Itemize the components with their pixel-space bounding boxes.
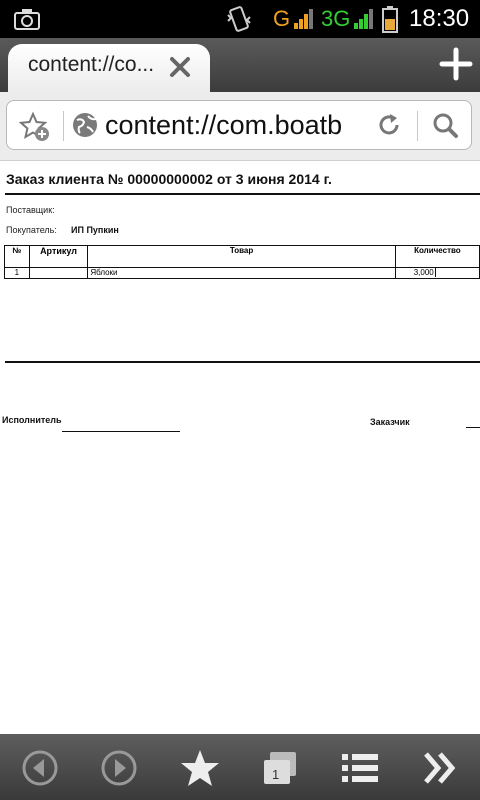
bottom-toolbar [0,734,480,800]
supplier-label: Поставщик: [6,205,55,215]
tabs-icon[interactable] [258,746,302,790]
globe-icon [71,111,99,143]
row-quantity: 3,000 [396,268,436,277]
customer-label: Заказчик [370,417,410,427]
menu-list-icon[interactable] [338,746,382,790]
network-g-label: G [273,6,291,31]
executor-label: Исполнитель [2,415,62,425]
new-tab-plus-icon[interactable] [438,46,474,82]
table-row [5,268,480,279]
tab-bar [0,38,480,92]
divider [63,111,64,141]
address-bar-area [0,92,480,161]
buyer-label: Покупатель: [6,225,57,235]
row-article [29,268,88,279]
row-quantity-cell [395,268,479,279]
back-icon[interactable] [18,746,62,790]
reload-icon[interactable] [375,111,403,143]
url-text[interactable]: content://com.boatb [105,110,343,140]
address-bar[interactable] [6,100,472,150]
forward-icon[interactable] [97,746,141,790]
row-product: Яблоки [88,268,395,279]
screenshot-icon [14,0,40,38]
col-header-num: № [5,246,30,268]
tabs-count: 1 [272,767,280,782]
divider [417,111,418,141]
col-header-product: Товар [88,246,395,268]
network-3g-label: 3G [321,6,351,31]
bookmark-add-icon[interactable] [19,111,51,147]
table-header-row [5,246,480,268]
row-num: 1 [5,268,30,279]
document-title: Заказ клиента № 00000000002 от 3 июня 2014 г. [6,171,332,187]
col-header-article: Артикул [29,246,88,268]
divider [5,193,480,195]
items-table [4,245,480,279]
col-header-quantity: Количество [395,246,479,268]
signature-line [466,427,480,428]
row-unit [436,268,479,277]
more-chevrons-icon[interactable] [418,746,462,790]
clock: 18:30 [409,5,470,32]
signature-line [62,431,180,432]
search-icon[interactable] [431,111,459,143]
close-icon[interactable] [168,54,192,80]
signal-icon [353,0,375,38]
browser-tab[interactable] [8,44,210,92]
page-content [0,161,480,734]
tab-title: content://co... [28,53,155,76]
divider [5,361,480,363]
signal-icon [293,0,315,38]
vibrate-icon [226,0,252,38]
buyer-value: ИП Пупкин [71,225,119,235]
battery-icon [382,0,398,38]
status-bar [0,0,480,38]
bookmarks-star-icon[interactable] [178,746,222,790]
